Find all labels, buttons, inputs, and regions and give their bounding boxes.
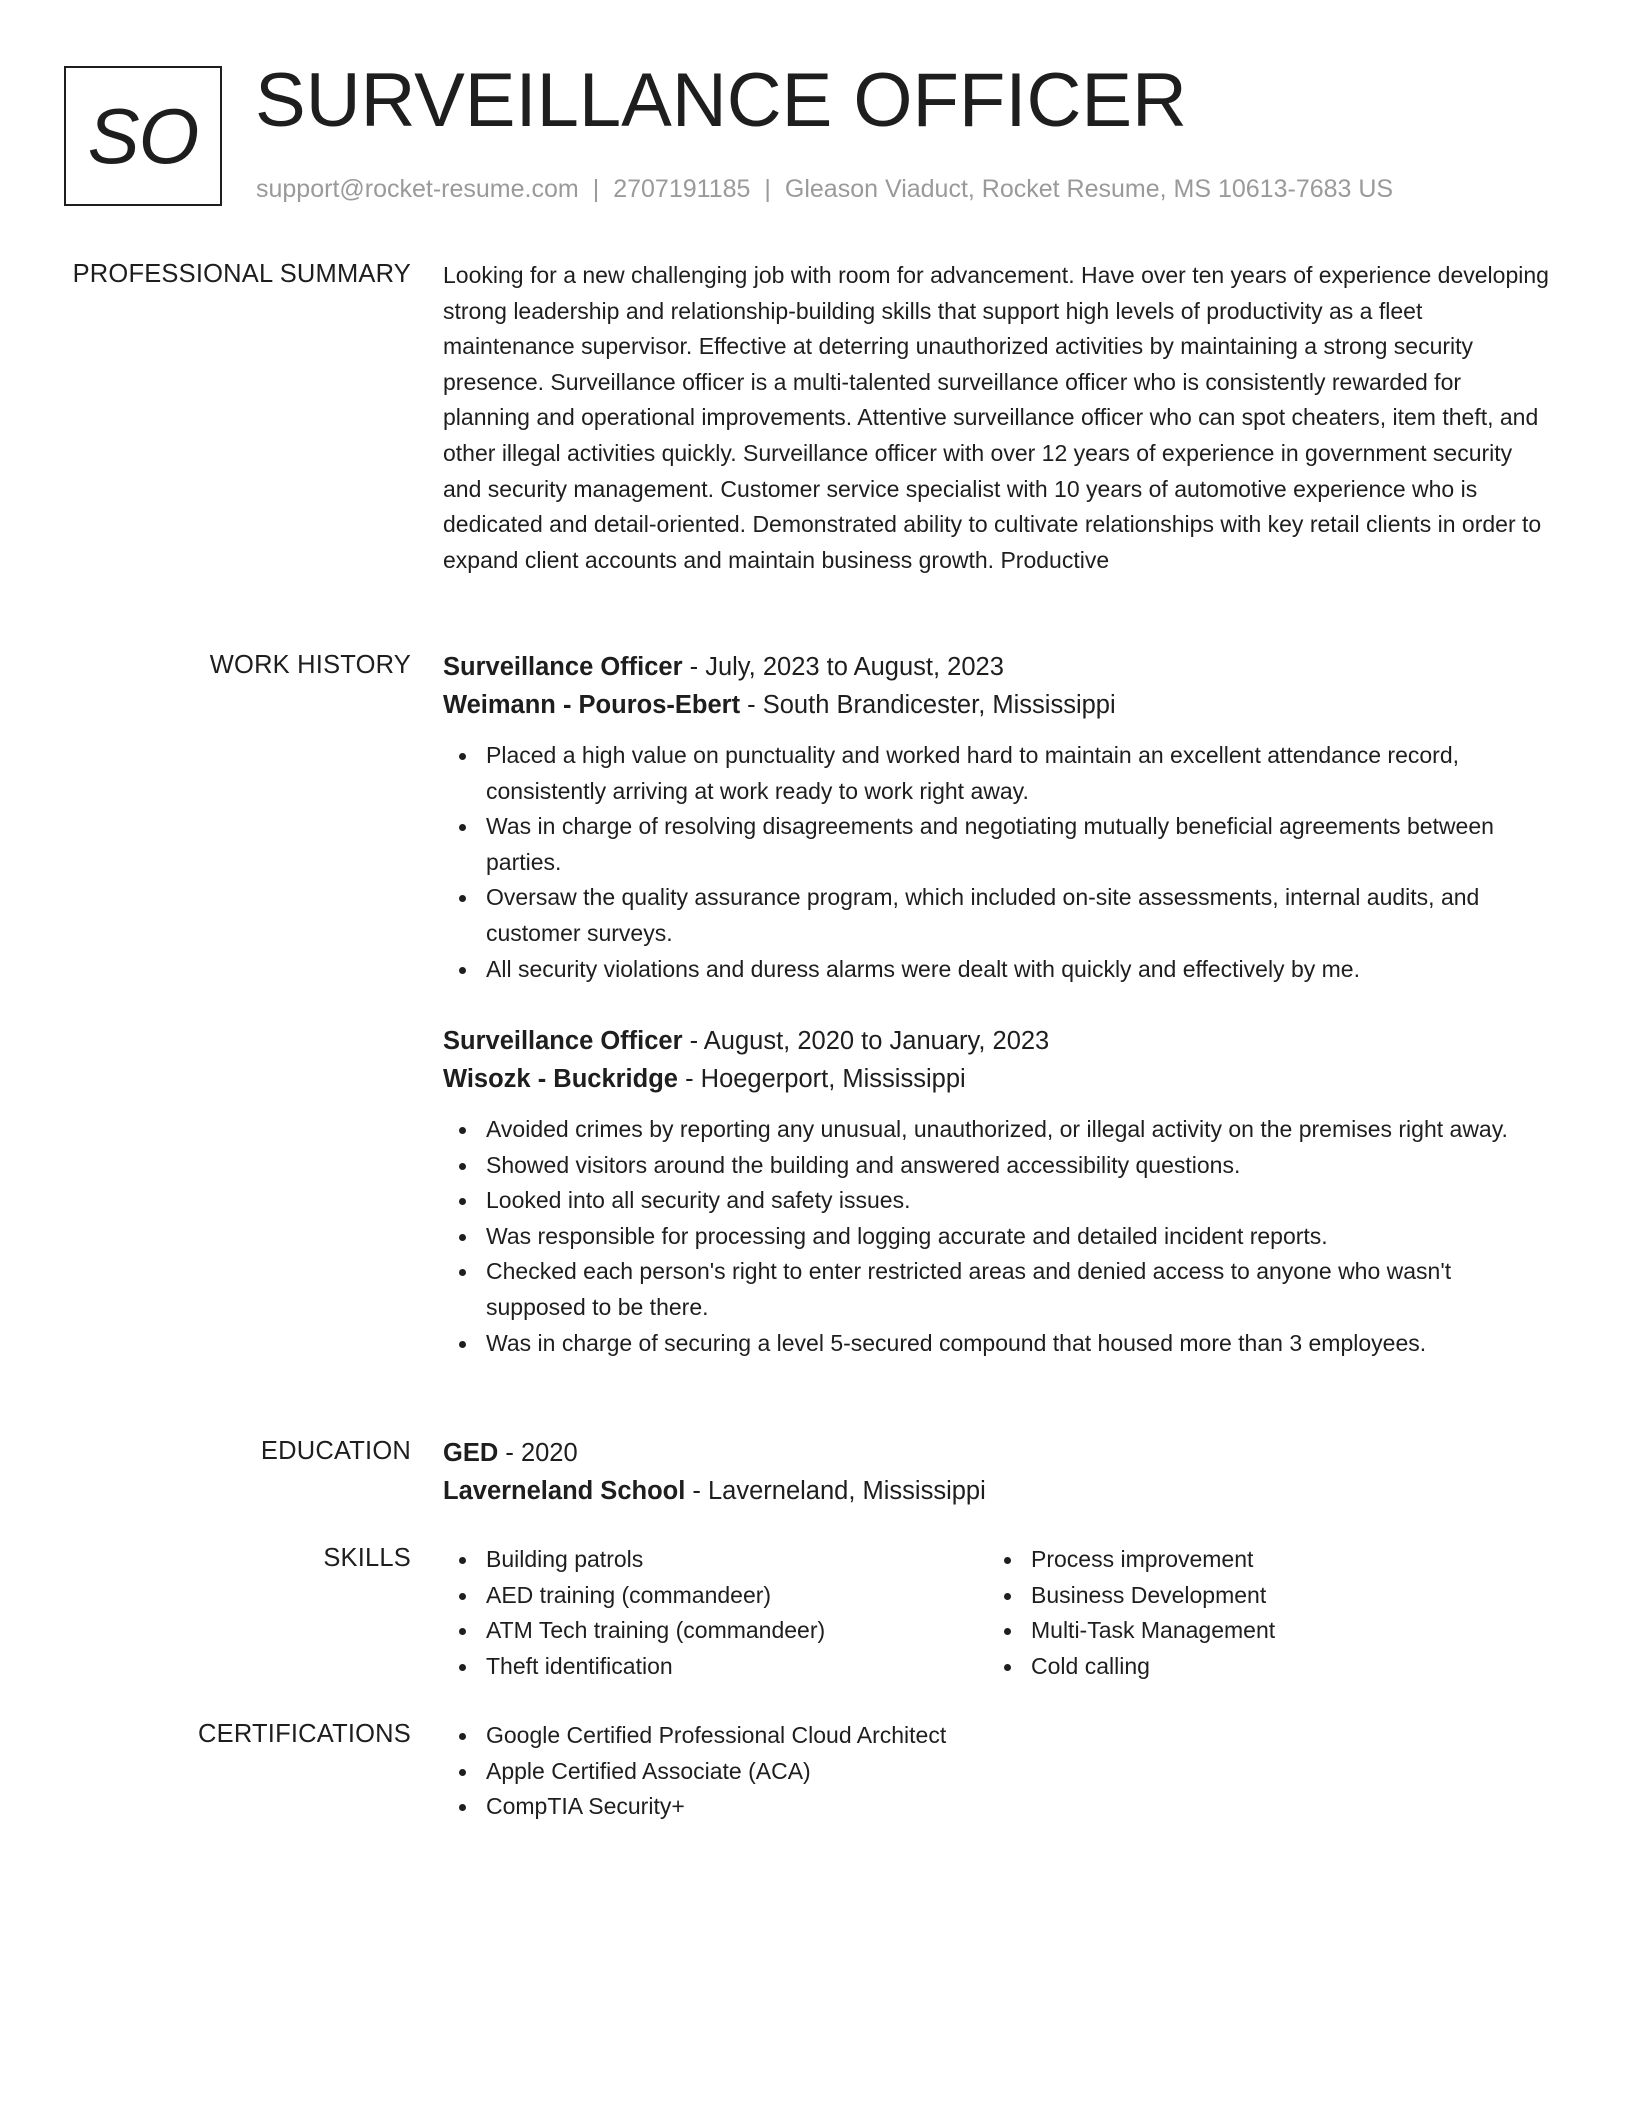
bullet-icon — [1004, 1664, 1011, 1671]
bullet-icon — [459, 1341, 466, 1348]
list-item — [988, 1542, 1533, 1578]
job-dates: July, 2023 to August, 2023 — [705, 653, 1004, 681]
monogram-initials: SO — [87, 91, 199, 180]
list-item — [443, 1754, 1553, 1790]
education-degree: GED — [443, 1439, 499, 1467]
education-degree-line: GED - 2020 — [443, 1439, 578, 1467]
bullet-text: Was in charge of securing a level 5-secured compound that housed more than 3 employees. — [486, 1329, 1427, 1356]
bullet-icon — [459, 1163, 466, 1170]
list-item — [443, 1542, 988, 1578]
skill-text: Building patrols — [486, 1546, 644, 1572]
job-company-line: Wisozk - Buckridge - Hoegerport, Mississippi — [443, 1065, 966, 1093]
list-item — [443, 1789, 1553, 1825]
list-item — [443, 1148, 1553, 1184]
resume-title: SURVEILLANCE OFFICER — [255, 58, 1187, 143]
skills-list-right — [988, 1542, 1533, 1684]
job-title: Surveillance Officer — [443, 1027, 683, 1055]
list-item — [988, 1613, 1533, 1649]
bullet-icon — [459, 1127, 466, 1134]
certification-text: Apple Certified Associate (ACA) — [486, 1757, 811, 1784]
contact-line — [256, 174, 1393, 204]
section-label-work-history: WORK HISTORY — [209, 651, 411, 679]
bullet-icon — [459, 753, 466, 760]
certification-text: CompTIA Security+ — [486, 1793, 685, 1820]
summary-body — [443, 258, 1553, 578]
list-item — [443, 809, 1553, 880]
bullet-icon — [459, 1234, 466, 1241]
education-school-line: Laverneland School - Laverneland, Mississippi — [443, 1477, 986, 1505]
list-item — [443, 1183, 1553, 1219]
bullet-icon — [459, 1198, 466, 1205]
bullet-icon — [1004, 1557, 1011, 1564]
monogram-box — [64, 66, 222, 206]
contact-address: Gleason Viaduct, Rocket Resume, MS 10613-7683 US — [784, 175, 1394, 203]
skill-text: Multi-Task Management — [1031, 1617, 1276, 1644]
bullet-icon — [459, 1733, 466, 1740]
bullet-icon — [459, 1593, 466, 1600]
bullet-text: Was responsible for processing and logging accurate and detailed incident reports. — [486, 1222, 1328, 1249]
skill-text: Theft identification — [486, 1652, 673, 1679]
job-bullets — [443, 1112, 1553, 1361]
contact-phone: 2707191185 — [613, 175, 751, 203]
list-item — [443, 1649, 988, 1685]
job-company: Weimann - Pouros-Ebert — [443, 691, 741, 719]
list-item — [988, 1649, 1533, 1685]
education-school: Laverneland School — [443, 1477, 686, 1505]
bullet-text: Looked into all security and safety issues. — [486, 1187, 911, 1214]
list-item — [443, 1219, 1553, 1255]
list-item — [988, 1578, 1533, 1614]
list-item — [443, 1112, 1553, 1148]
bullet-icon — [459, 1269, 466, 1276]
bullet-icon — [459, 1557, 466, 1564]
skills-body — [443, 1542, 1553, 1684]
bullet-icon — [459, 824, 466, 831]
bullet-icon — [459, 895, 466, 902]
section-label-summary: PROFESSIONAL SUMMARY — [72, 260, 411, 288]
job-dates: August, 2020 to January, 2023 — [703, 1027, 1050, 1055]
summary-text: Looking for a new challenging job with room for advancement. Have over ten years of experience developing strong leadership and relationship-building skills that support high levels of productivity as a fleet maintenance supervisor. Effective at deterring unauthorized activities by maintaining a strong security presence. Surveillance officer is a multi-talented surveillance officer who is consistently rewarded for planning and operational improvements. Attentive surveillance officer who can spot cheaters, item theft, and other illegal activities quickly. Surveillance officer with over 12 years of experience in government security and security management. Customer service specialist with 10 years of automotive experience who is dedicated and detail-oriented. Demonstrated ability to cultivate relationships with key retail clients in order to expand client accounts and maintain business growth. Productive — [443, 262, 1549, 573]
job-company: Wisozk - Buckridge — [443, 1065, 678, 1093]
education-location: Laverneland, Mississippi — [707, 1477, 986, 1505]
job-entry — [443, 648, 1553, 987]
bullet-icon — [459, 1628, 466, 1635]
section-label-skills: SKILLS — [323, 1544, 411, 1572]
job-location: Hoegerport, Mississippi — [700, 1065, 966, 1093]
skills-list-left — [443, 1542, 988, 1684]
job-entry — [443, 1022, 1553, 1361]
list-item — [443, 738, 1553, 809]
bullet-icon — [459, 1804, 466, 1811]
certification-text: Google Certified Professional Cloud Architect — [486, 1722, 947, 1748]
job-title-line: Surveillance Officer - August, 2020 to January, 2023 — [443, 1027, 1050, 1055]
list-item — [443, 1613, 988, 1649]
bullet-icon — [1004, 1628, 1011, 1635]
list-item — [443, 952, 1553, 988]
job-location: South Brandicester, Mississippi — [762, 691, 1116, 719]
bullet-icon — [1004, 1593, 1011, 1600]
list-item — [443, 880, 1553, 951]
job-title: Surveillance Officer — [443, 653, 683, 681]
education-body — [443, 1434, 1553, 1510]
job-company-line: Weimann - Pouros-Ebert - South Brandicester, Mississippi — [443, 691, 1116, 719]
skill-text: ATM Tech training (commandeer) — [486, 1617, 826, 1644]
skill-text: AED training (commandeer) — [486, 1581, 772, 1608]
contact-email: support@rocket-resume.com — [256, 175, 579, 203]
bullet-text: Was in charge of resolving disagreements and negotiating mutually beneficial agreements between parties. — [486, 813, 1494, 875]
section-label-education: EDUCATION — [260, 1437, 411, 1465]
contact-separator: | — [592, 175, 600, 203]
bullet-icon — [459, 967, 466, 974]
skill-text: Business Development — [1031, 1581, 1267, 1608]
bullet-text: Placed a high value on punctuality and worked hard to maintain an excellent attendance record, consistently arriving at work ready to work right away. — [486, 742, 1460, 804]
contact-separator: | — [764, 175, 771, 203]
bullet-icon — [459, 1769, 466, 1776]
section-label-certifications: CERTIFICATIONS — [198, 1720, 411, 1748]
bullet-text: Avoided crimes by reporting any unusual, unauthorized, or illegal activity on the premises right away. — [486, 1116, 1508, 1142]
education-year: 2020 — [520, 1439, 578, 1467]
skill-text: Cold calling — [1031, 1652, 1150, 1679]
list-item — [443, 1326, 1553, 1362]
list-item — [443, 1578, 988, 1614]
list-item — [443, 1254, 1553, 1325]
skill-text: Process improvement — [1031, 1546, 1254, 1572]
bullet-text: All security violations and duress alarms were dealt with quickly and effectively by me. — [486, 955, 1360, 982]
job-bullets — [443, 738, 1553, 987]
bullet-text: Showed visitors around the building and answered accessibility questions. — [486, 1151, 1241, 1178]
certifications-list — [443, 1718, 1553, 1825]
bullet-text: Oversaw the quality assurance program, which included on-site assessments, internal audits, and customer surveys. — [486, 884, 1480, 946]
list-item — [443, 1718, 1553, 1754]
bullet-icon — [459, 1664, 466, 1671]
bullet-text: Checked each person's right to enter restricted areas and denied access to anyone who wasn't supposed to be there. — [486, 1258, 1452, 1320]
certifications-body — [443, 1718, 1553, 1825]
job-title-line: Surveillance Officer - July, 2023 to August, 2023 — [443, 653, 1004, 681]
